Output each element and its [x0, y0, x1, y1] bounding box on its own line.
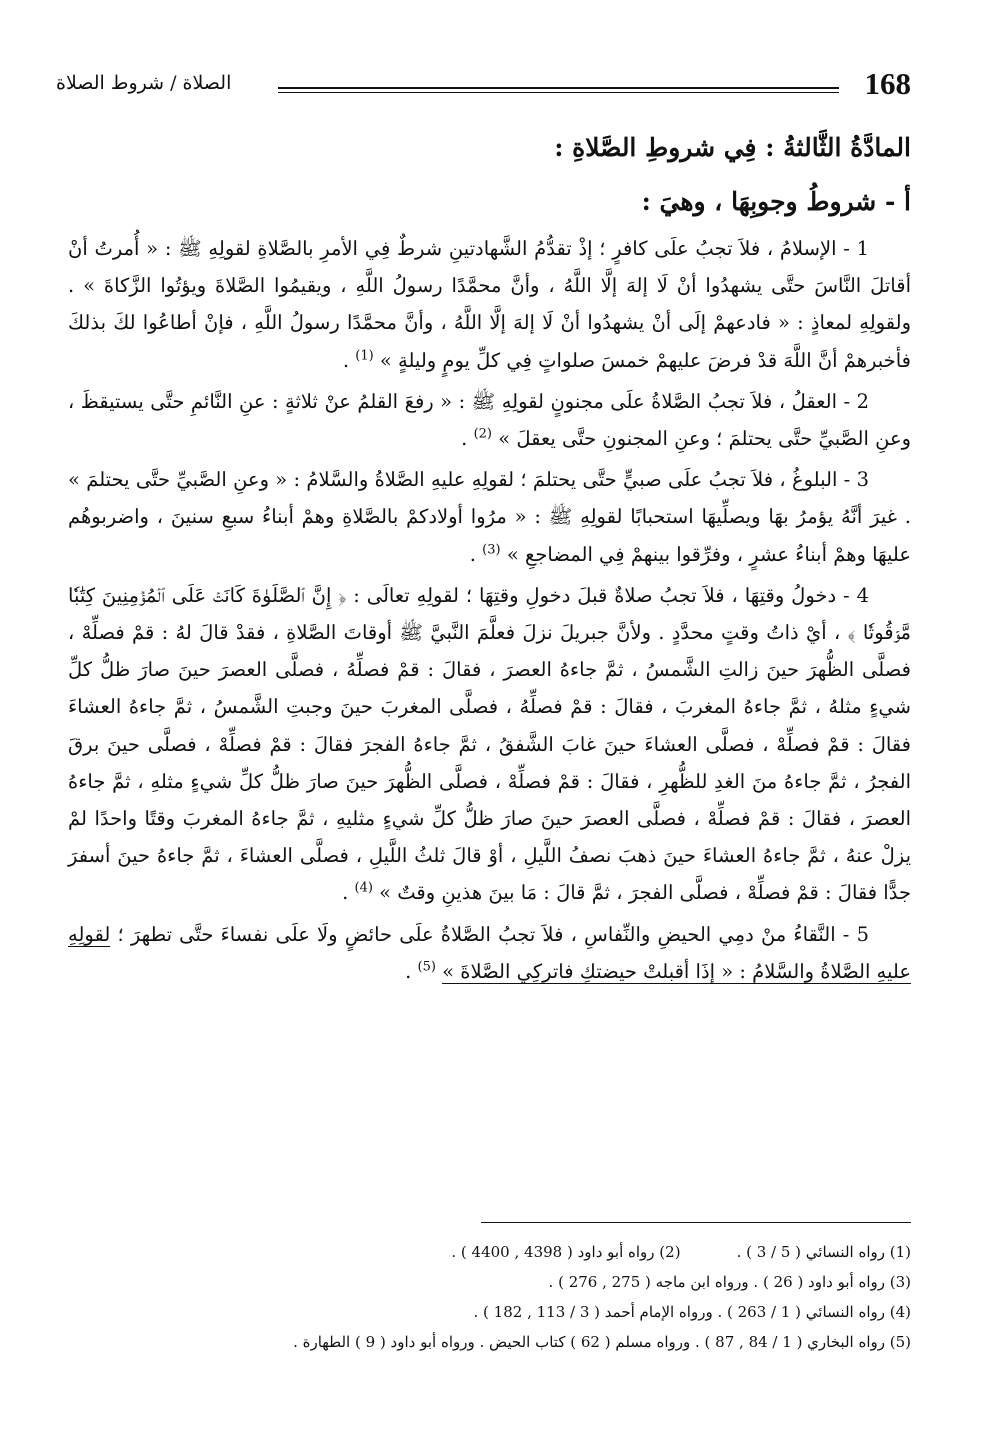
footnote-5: (5) رواه البخاري ( 1 / 84 , 87 ) . ورواه مسلم ( 62 ) كتاب الحيض . ورواه أبو داود ( 9 ) الطهارة . — [293, 1333, 911, 1351]
paragraph-tail: . — [461, 427, 474, 451]
footnote-2: (2) رواه أبو داود ( 4398 , 4400 ) . — [451, 1243, 681, 1261]
paragraph-3 — [68, 461, 911, 573]
footnote-marker: (4) — [354, 880, 373, 896]
footnote-3: (3) رواه أبو داود ( 26 ) . ورواه ابن ماجه ( 275 , 276 ) . — [548, 1273, 911, 1291]
footnote-row — [68, 1237, 911, 1267]
footnote-marker: (3) — [482, 542, 501, 558]
page-body — [68, 128, 911, 990]
paragraph-tail: . — [342, 881, 355, 905]
footnote-rule — [481, 1222, 911, 1223]
footnote-4: (4) رواه النسائي ( 1 / 263 ) . ورواه الإمام أحمد ( 3 / 113 , 182 ) . — [473, 1303, 911, 1321]
paragraph-tail: . — [405, 959, 418, 983]
footnote-1: (1) رواه النسائي ( 5 / 3 ) . — [736, 1243, 911, 1261]
paragraph-tail: . — [469, 542, 483, 566]
section-title: المادَّةُ الثَّالثةُ : فِي شروطِ الصَّلاةِ : — [554, 133, 911, 162]
paragraph-1 — [68, 230, 911, 379]
footnote-marker: (5) — [417, 959, 436, 975]
paragraph-4 — [68, 577, 911, 912]
footnote-row — [68, 1267, 911, 1297]
footnotes — [68, 1237, 911, 1357]
page-number: 168 — [864, 66, 911, 101]
footnote-marker: (2) — [473, 426, 492, 442]
paragraph-text: 1 - الإسلامُ ، فلاَ تجبُ علَى كافرٍ ؛ إذْ تقدُّمُ الشَّهادتينِ شرطٌ فِي الأمرِ بالصَّلاةِ لقولِهِ ﷺ : « أُمرتُ أنْ أقاتلَ النَّاسَ حتَّى يشهدُوا أنْ لَا إلهَ إلَّا اللَّهُ ، وأنَّ محمَّدًا رسولُ اللَّهِ ، ويقيمُوا الصَّلاةَ ويؤتُوا الزَّكاةَ » . ولقولِهِ لمعاذٍ : « فادعهمْ إلَى أنْ يشهدُوا أنْ لَا إلهَ إلَّا اللَّهُ ، وأنَّ محمَّدًا رسولُ اللَّهِ ، فإنْ أطاعُوا لكَ بذلكَ فأخبرهمْ أنَّ اللَّهَ قدْ فرضَ عليهمْ خمسَ صلواتٍ فِي كلِّ يومٍ وليلةٍ » — [68, 237, 911, 372]
footnote-row — [68, 1327, 911, 1357]
footnote-marker: (1) — [355, 348, 374, 364]
paragraph-text: 4 - دخولُ وقتِهَا ، فلاَ تجبُ صلاةٌ قبلَ دخولِ وقتِهَا ؛ لقولِهِ تعالَى : ﴿ إِنَّ ٱلصَّلَوٰةَ كَانَتۡ عَلَى ٱلۡمُؤۡمِنِينَ كِتَٰبٗا مَّوۡقُوتٗا ﴾ ، أيْ ذاتُ وقتٍ محدَّدٍ . ولأنَّ جبريلَ نزلَ فعلَّمَ النَّبيَّ ﷺ أوقاتَ الصَّلاةِ ، فقدْ قالَ لهُ : قمْ فصلِّهْ ، فصلَّى الظُّهرَ حينَ زالتِ الشَّمسُ ، ثمَّ جاءهُ العصرَ ، فقالَ : قمْ فصلِّهُ ، فصلَّى العصرَ حينَ صارَ ظلُّ كلِّ شيءٍ مثلهُ ، ثمَّ جاءهُ المغربَ ، فقالَ : قمْ فصلِّهُ ، فصلَّى المغربَ حينَ وجبتِ الشَّمسُ ، ثمَّ جاءهُ العشاءَ فقالَ : قمْ فصلِّهْ ، فصلَّى العشاءَ حينَ غابَ الشَّفقُ ، ثمَّ جاءهُ الفجرَ فقالَ : قمْ فصلِّهْ ، فصلَّى حينَ برقَ الفجرُ ، ثمَّ جاءهُ منَ الغدِ للظُّهرِ ، فقالَ : قمْ فصلِّهْ ، فصلَّى الظُّهرَ حينَ صارَ ظلُّ كلِّ شيءٍ مثلهِ ، ثمَّ جاءهُ العصرَ ، فقالَ : قمْ فصلِّهْ ، فصلَّى العصرَ حينَ صارَ ظلُّ كلِّ شيءٍ مثليهِ ، ثمَّ جاءهُ المغربَ وقتًا واحدًا لمْ يزلْ عنهُ ، ثمَّ جاءهُ العشاءَ حينَ ذهبَ نصفُ اللَّيلِ ، أوْ قالَ ثلثُ اللَّيلِ ، فصلَّى العشاءَ ، ثمَّ جاءهُ حينَ أسفرَ جدًّا فقالَ : قمْ فصلِّهْ ، فصلَّى الفجرَ ، ثمَّ قالَ : مَا بينَ هذينِ وقتٌ » — [68, 583, 911, 905]
footnote-row — [68, 1297, 911, 1327]
page-header — [56, 66, 911, 106]
paragraph-2 — [68, 383, 911, 457]
paragraph-text: 2 - العقلُ ، فلاَ تجبُ الصَّلاةُ علَى مجنونٍ لقولِهِ ﷺ : « رفعَ القلمُ عنْ ثلاثةٍ : عنِ النَّائمِ حتَّى يستيقظَ ، وعنِ الصَّبيِّ حتَّى يحتلمَ ؛ وعنِ المجنونِ حتَّى يعقلَ » — [68, 389, 911, 451]
running-title: الصلاة / شروط الصلاة — [56, 72, 232, 94]
paragraph-text: 5 - النَّقاءُ منْ دمِي الحيضِ والنِّفاسِ ، فلاَ تجبُ الصَّلاةُ علَى حائضٍ ولَا علَى نفساءَ حتَّى تطهرَ ؛ — [110, 922, 869, 946]
header-rule — [278, 87, 839, 93]
subsection-title: أ - شروطُ وجوبِهَا ، وهيَ : — [641, 187, 911, 216]
paragraph-5 — [68, 916, 911, 990]
paragraph-text: 3 - البلوغُ ، فلاَ تجبُ علَى صبيٍّ حتَّى يحتلمَ ؛ لقولِهِ عليهِ الصَّلاةُ والسَّلامُ : « وعنِ الصَّبيِّ حتَّى يحتلمَ » . غيرَ أنَّهُ يؤمرُ بهَا ويصلِّيهَا استحبابًا لقولِهِ ﷺ : « مرُوا أولادكمْ بالصَّلاةِ وهمْ أبناءُ سبعِ سنينَ ، واضربوهُم عليهَا وهمْ أبناءُ عشرٍ ، وفرِّقوا بينهمْ فِي المضاجعِ » — [68, 468, 911, 566]
underlined-quote: لقولِهِ عليهِ الصَّلاةُ والسَّلامُ : « إذَا أقبلتْ حيضتكِ فاتركِي الصَّلاةَ » — [68, 922, 911, 983]
paragraph-tail: . — [342, 348, 356, 372]
